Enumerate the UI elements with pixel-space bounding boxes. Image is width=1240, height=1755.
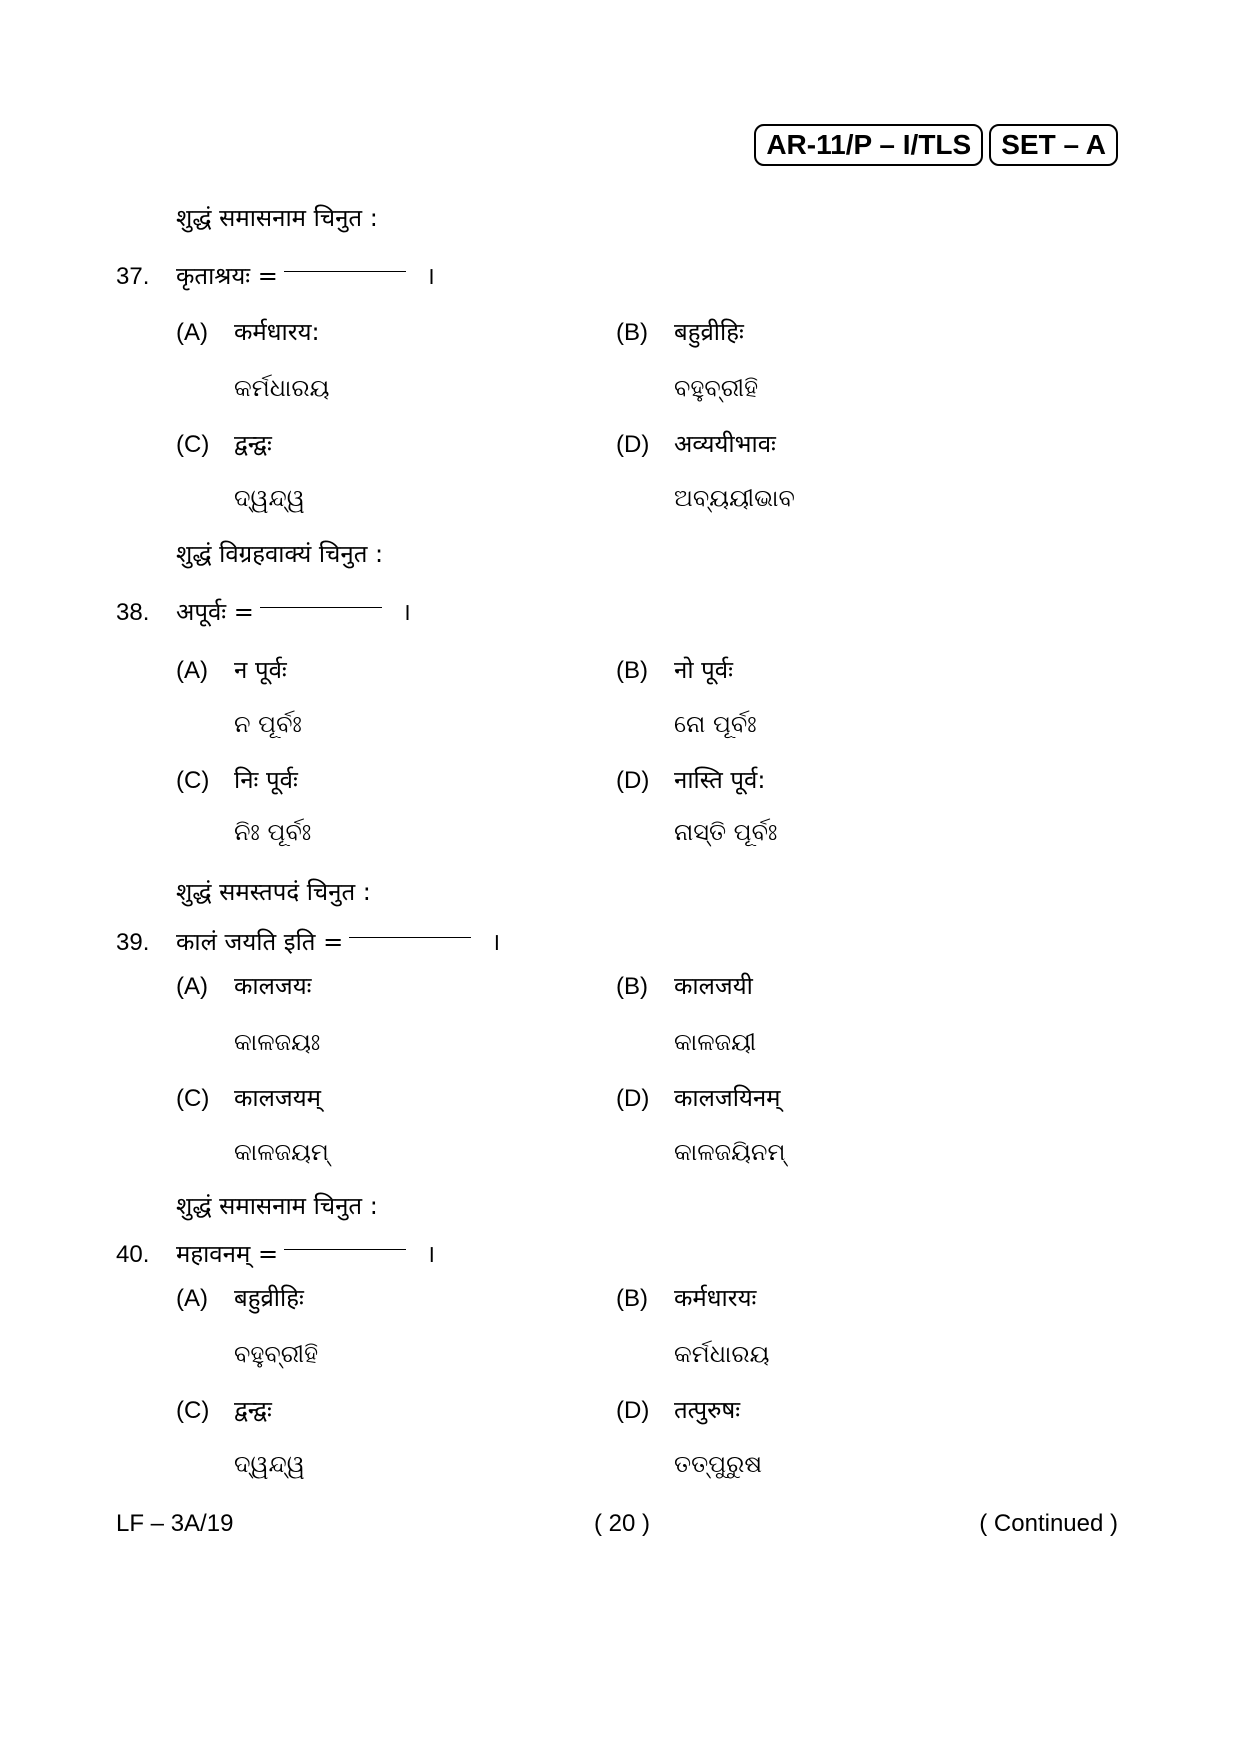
option-text: कालजयिनम् <box>674 1084 781 1112</box>
option-a[interactable] <box>176 654 287 687</box>
option-b-odia: କାଳଜୟୀ <box>674 1028 757 1056</box>
answer-blank <box>284 271 406 272</box>
option-text: निः पूर्वः <box>234 766 298 794</box>
question-39 <box>116 926 500 959</box>
instruction: शुद्धं विग्रहवाक्यं चिनुत : <box>176 540 384 568</box>
option-label: (B) <box>616 319 648 346</box>
option-c[interactable] <box>176 1394 272 1427</box>
option-label: (C) <box>176 767 210 794</box>
option-label: (C) <box>176 1397 210 1424</box>
option-a-odia: କର୍ମଧାରୟ <box>234 374 330 402</box>
option-b[interactable] <box>616 316 744 349</box>
instruction: शुद्धं समस्तपदं चिनुत : <box>176 878 371 906</box>
option-text: द्वन्द्वः <box>234 1396 272 1424</box>
danda: । <box>491 928 501 956</box>
danda: । <box>425 262 435 290</box>
answer-blank <box>260 607 382 608</box>
question-text: कृताश्रयः = <box>176 262 278 290</box>
option-a[interactable] <box>176 316 320 349</box>
option-c-odia: ଦ୍ୱନ୍ଦ୍ୱ <box>234 484 305 512</box>
option-label: (C) <box>176 431 210 458</box>
option-b[interactable] <box>616 1282 756 1315</box>
question-37 <box>116 260 435 293</box>
question-text: कालं जयति इति = <box>176 928 344 956</box>
option-text: अव्ययीभावः <box>674 430 776 458</box>
question-40 <box>116 1238 435 1271</box>
option-text: नो पूर्वः <box>674 656 733 684</box>
option-text: कर्मधारय: <box>234 318 320 346</box>
option-text: बहुव्रीहिः <box>674 318 744 346</box>
option-text: तत्पुरुषः <box>674 1396 741 1424</box>
danda: । <box>401 598 412 626</box>
option-c-odia: ଦ୍ୱନ୍ଦ୍ୱ <box>234 1450 305 1478</box>
option-d-odia: କାଳଜୟିନମ୍ <box>674 1138 786 1166</box>
option-label: (D) <box>616 1397 650 1424</box>
question-number: 40. <box>116 1241 150 1268</box>
option-label: (A) <box>176 1285 208 1312</box>
question-number: 37. <box>116 263 150 290</box>
question-number: 38. <box>116 599 150 626</box>
option-d[interactable] <box>616 1394 740 1427</box>
option-label: (B) <box>616 973 648 1000</box>
option-c[interactable] <box>176 428 272 461</box>
option-a-odia: କାଳଜୟଃ <box>234 1028 321 1056</box>
option-label: (C) <box>176 1085 210 1112</box>
option-label: (B) <box>616 657 648 684</box>
question-number: 39. <box>116 929 150 956</box>
option-text: कालजयी <box>674 972 753 1000</box>
option-b[interactable] <box>616 654 733 687</box>
option-label: (A) <box>176 319 208 346</box>
option-b-odia: କର୍ମଧାରୟ <box>674 1340 770 1368</box>
option-a[interactable] <box>176 970 312 1003</box>
option-a-odia: ନ ପୂର୍ବଃ <box>234 710 302 738</box>
option-label: (D) <box>616 1085 650 1112</box>
danda: । <box>426 1240 436 1268</box>
paper-header <box>754 124 1118 166</box>
option-d-odia: ନାସ୍ତି ପୂର୍ବଃ <box>674 818 778 846</box>
option-d[interactable] <box>616 1082 781 1115</box>
option-b[interactable] <box>616 970 753 1003</box>
option-label: (D) <box>616 431 650 458</box>
option-a-odia: ବହୁବ୍ରୀହି <box>234 1340 319 1368</box>
continued-label: ( Continued ) <box>979 1510 1118 1537</box>
question-38 <box>116 596 411 629</box>
option-label: (A) <box>176 657 208 684</box>
option-c[interactable] <box>176 764 298 797</box>
answer-blank <box>284 1249 406 1250</box>
option-c-odia: ନିଃ ପୂର୍ବଃ <box>234 818 312 846</box>
option-text: नास्ति पूर्व: <box>674 766 766 794</box>
option-c[interactable] <box>176 1082 321 1115</box>
page-number: ( 20 ) <box>594 1510 651 1537</box>
option-label: (D) <box>616 767 650 794</box>
option-text: कालजयः <box>234 972 312 1000</box>
option-text: कालजयम् <box>234 1084 321 1112</box>
option-text: न पूर्वः <box>234 656 287 684</box>
paper-code: AR-11/P – I/TLS <box>754 124 983 166</box>
option-b-odia: ନୋ ପୂର୍ବଃ <box>674 710 757 738</box>
option-a[interactable] <box>176 1282 304 1315</box>
option-text: बहुव्रीहिः <box>234 1284 304 1312</box>
option-text: द्वन्द्वः <box>234 430 272 458</box>
footer-code: LF – 3A/19 <box>116 1510 234 1537</box>
answer-blank <box>349 937 471 938</box>
question-text: अपूर्वः = <box>176 598 254 626</box>
option-d-odia: ତତ୍ପୁରୁଷ <box>674 1450 763 1478</box>
option-d[interactable] <box>616 428 776 461</box>
option-text: कर्मधारयः <box>674 1284 757 1312</box>
option-label: (B) <box>616 1285 648 1312</box>
instruction: शुद्धं समासनाम चिनुत : <box>176 1192 378 1220</box>
set-label: SET – A <box>989 124 1118 166</box>
option-d-odia: ଅବ୍ୟୟୀଭାବ <box>674 484 795 512</box>
question-text: महावनम् = <box>176 1240 279 1268</box>
option-c-odia: କାଳଜୟମ୍ <box>234 1138 329 1166</box>
instruction: शुद्धं समासनाम चिनुत : <box>176 204 378 232</box>
option-d[interactable] <box>616 764 765 797</box>
option-label: (A) <box>176 973 208 1000</box>
option-b-odia: ବହୁବ୍ରୀହି <box>674 374 759 402</box>
